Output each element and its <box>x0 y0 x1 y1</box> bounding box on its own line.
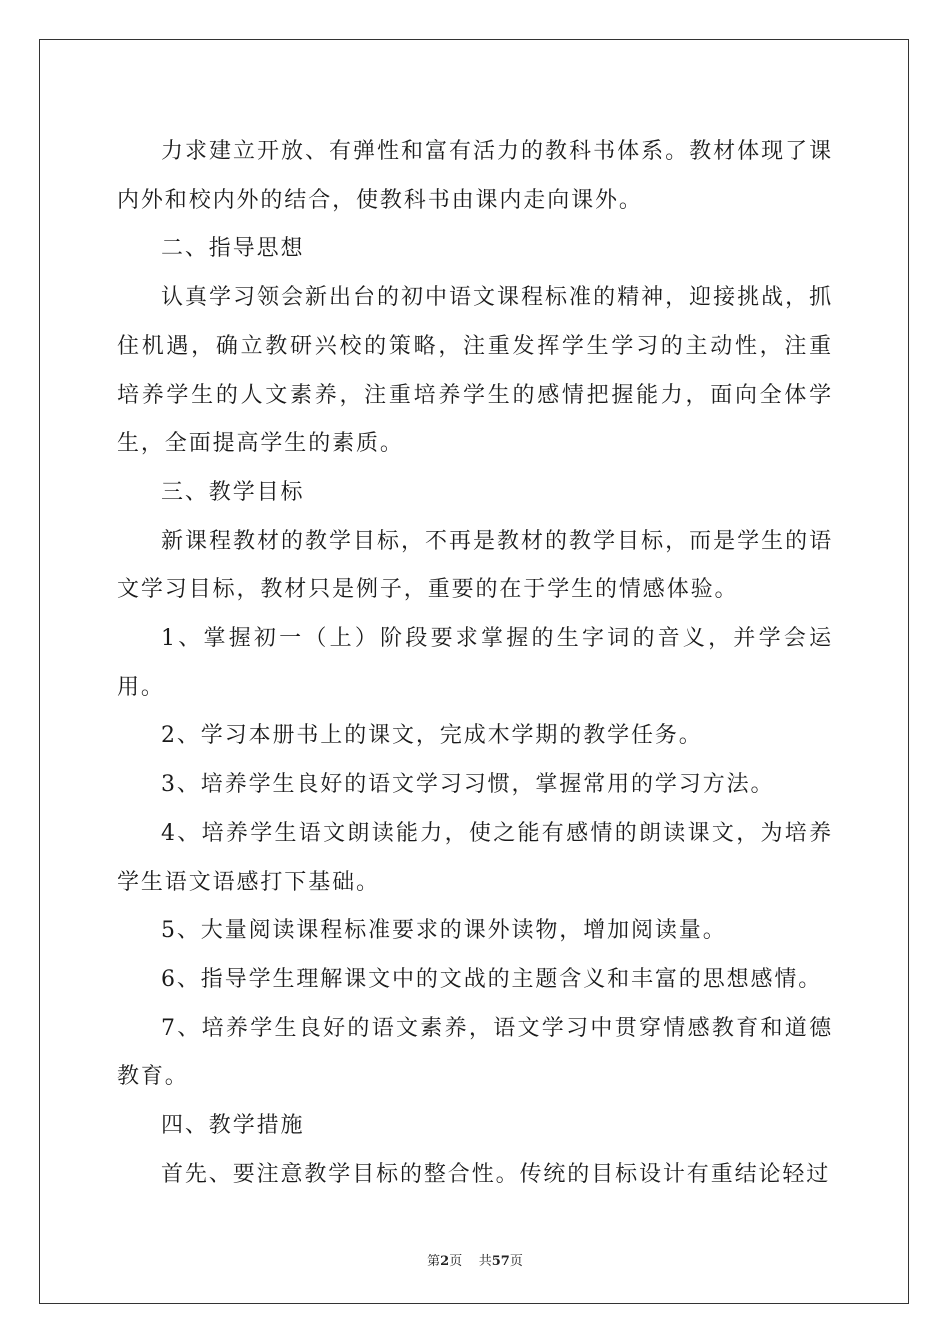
goal-item-3: 3、培养学生良好的语文学习习惯，掌握常用的学习方法。 <box>161 772 775 798</box>
goal-item-7: 7、培养学生良好的语文素养，语文学习中贯穿情感教育和道德教育。 <box>117 1015 833 1090</box>
footer-page-suffix: 页 <box>449 1254 463 1269</box>
section-heading-guiding-thought: 二、指导思想 <box>161 236 305 262</box>
footer-page-number: 2 <box>440 1254 450 1269</box>
goal-item-1: 1、掌握初一（上）阶段要求掌握的生字词的音义，并学会运用。 <box>117 626 833 700</box>
footer-total-pages: 57 <box>491 1254 510 1269</box>
section-heading-teaching-goals: 三、教学目标 <box>161 479 305 505</box>
goal-item-4: 4、培养学生语文朗读能力，使之能有感情的朗读课文，为培养学生语文语感打下基础。 <box>117 820 833 895</box>
paragraph-teaching-measures: 首先、要注意教学目标的整合性。传统的目标设计有重结论轻过 <box>161 1161 831 1187</box>
goal-item-2: 2、学习本册书上的课文，完成木学期的教学任务。 <box>161 723 703 749</box>
paragraph-continuation: 力求建立开放、有弹性和富有活力的教科书体系。教材体现了课内外和校内外的结合，使教科书由课内走向课外。 <box>117 139 833 213</box>
footer-total-prefix: 共 <box>478 1254 492 1269</box>
goal-item-6: 6、指导学生理解课文中的文战的主题含义和丰富的思想感情。 <box>161 966 823 992</box>
footer-spacer <box>462 1254 479 1269</box>
goal-item-5: 5、大量阅读课程标准要求的课外读物，增加阅读量。 <box>161 918 727 944</box>
document-body <box>117 128 833 1199</box>
section-heading-teaching-measures: 四、教学措施 <box>161 1113 305 1139</box>
footer-total-suffix: 页 <box>509 1254 523 1269</box>
footer-page-prefix: 第 <box>427 1254 441 1269</box>
paragraph-guiding-thought: 认真学习领会新出台的初中语文课程标准的精神，迎接挑战，抓住机遇，确立教研兴校的策略，注重发挥学生学习的主动性，注重培养学生的人文素养，注重培养学生的感情把握能力，面向全体学生，全面提高学生的素质。 <box>117 285 833 457</box>
paragraph-teaching-goals-intro: 新课程教材的教学目标，不再是教材的教学目标，而是学生的语文学习目标，教材只是例子，重要的在于学生的情感体验。 <box>117 528 833 603</box>
page-footer <box>0 1250 950 1269</box>
